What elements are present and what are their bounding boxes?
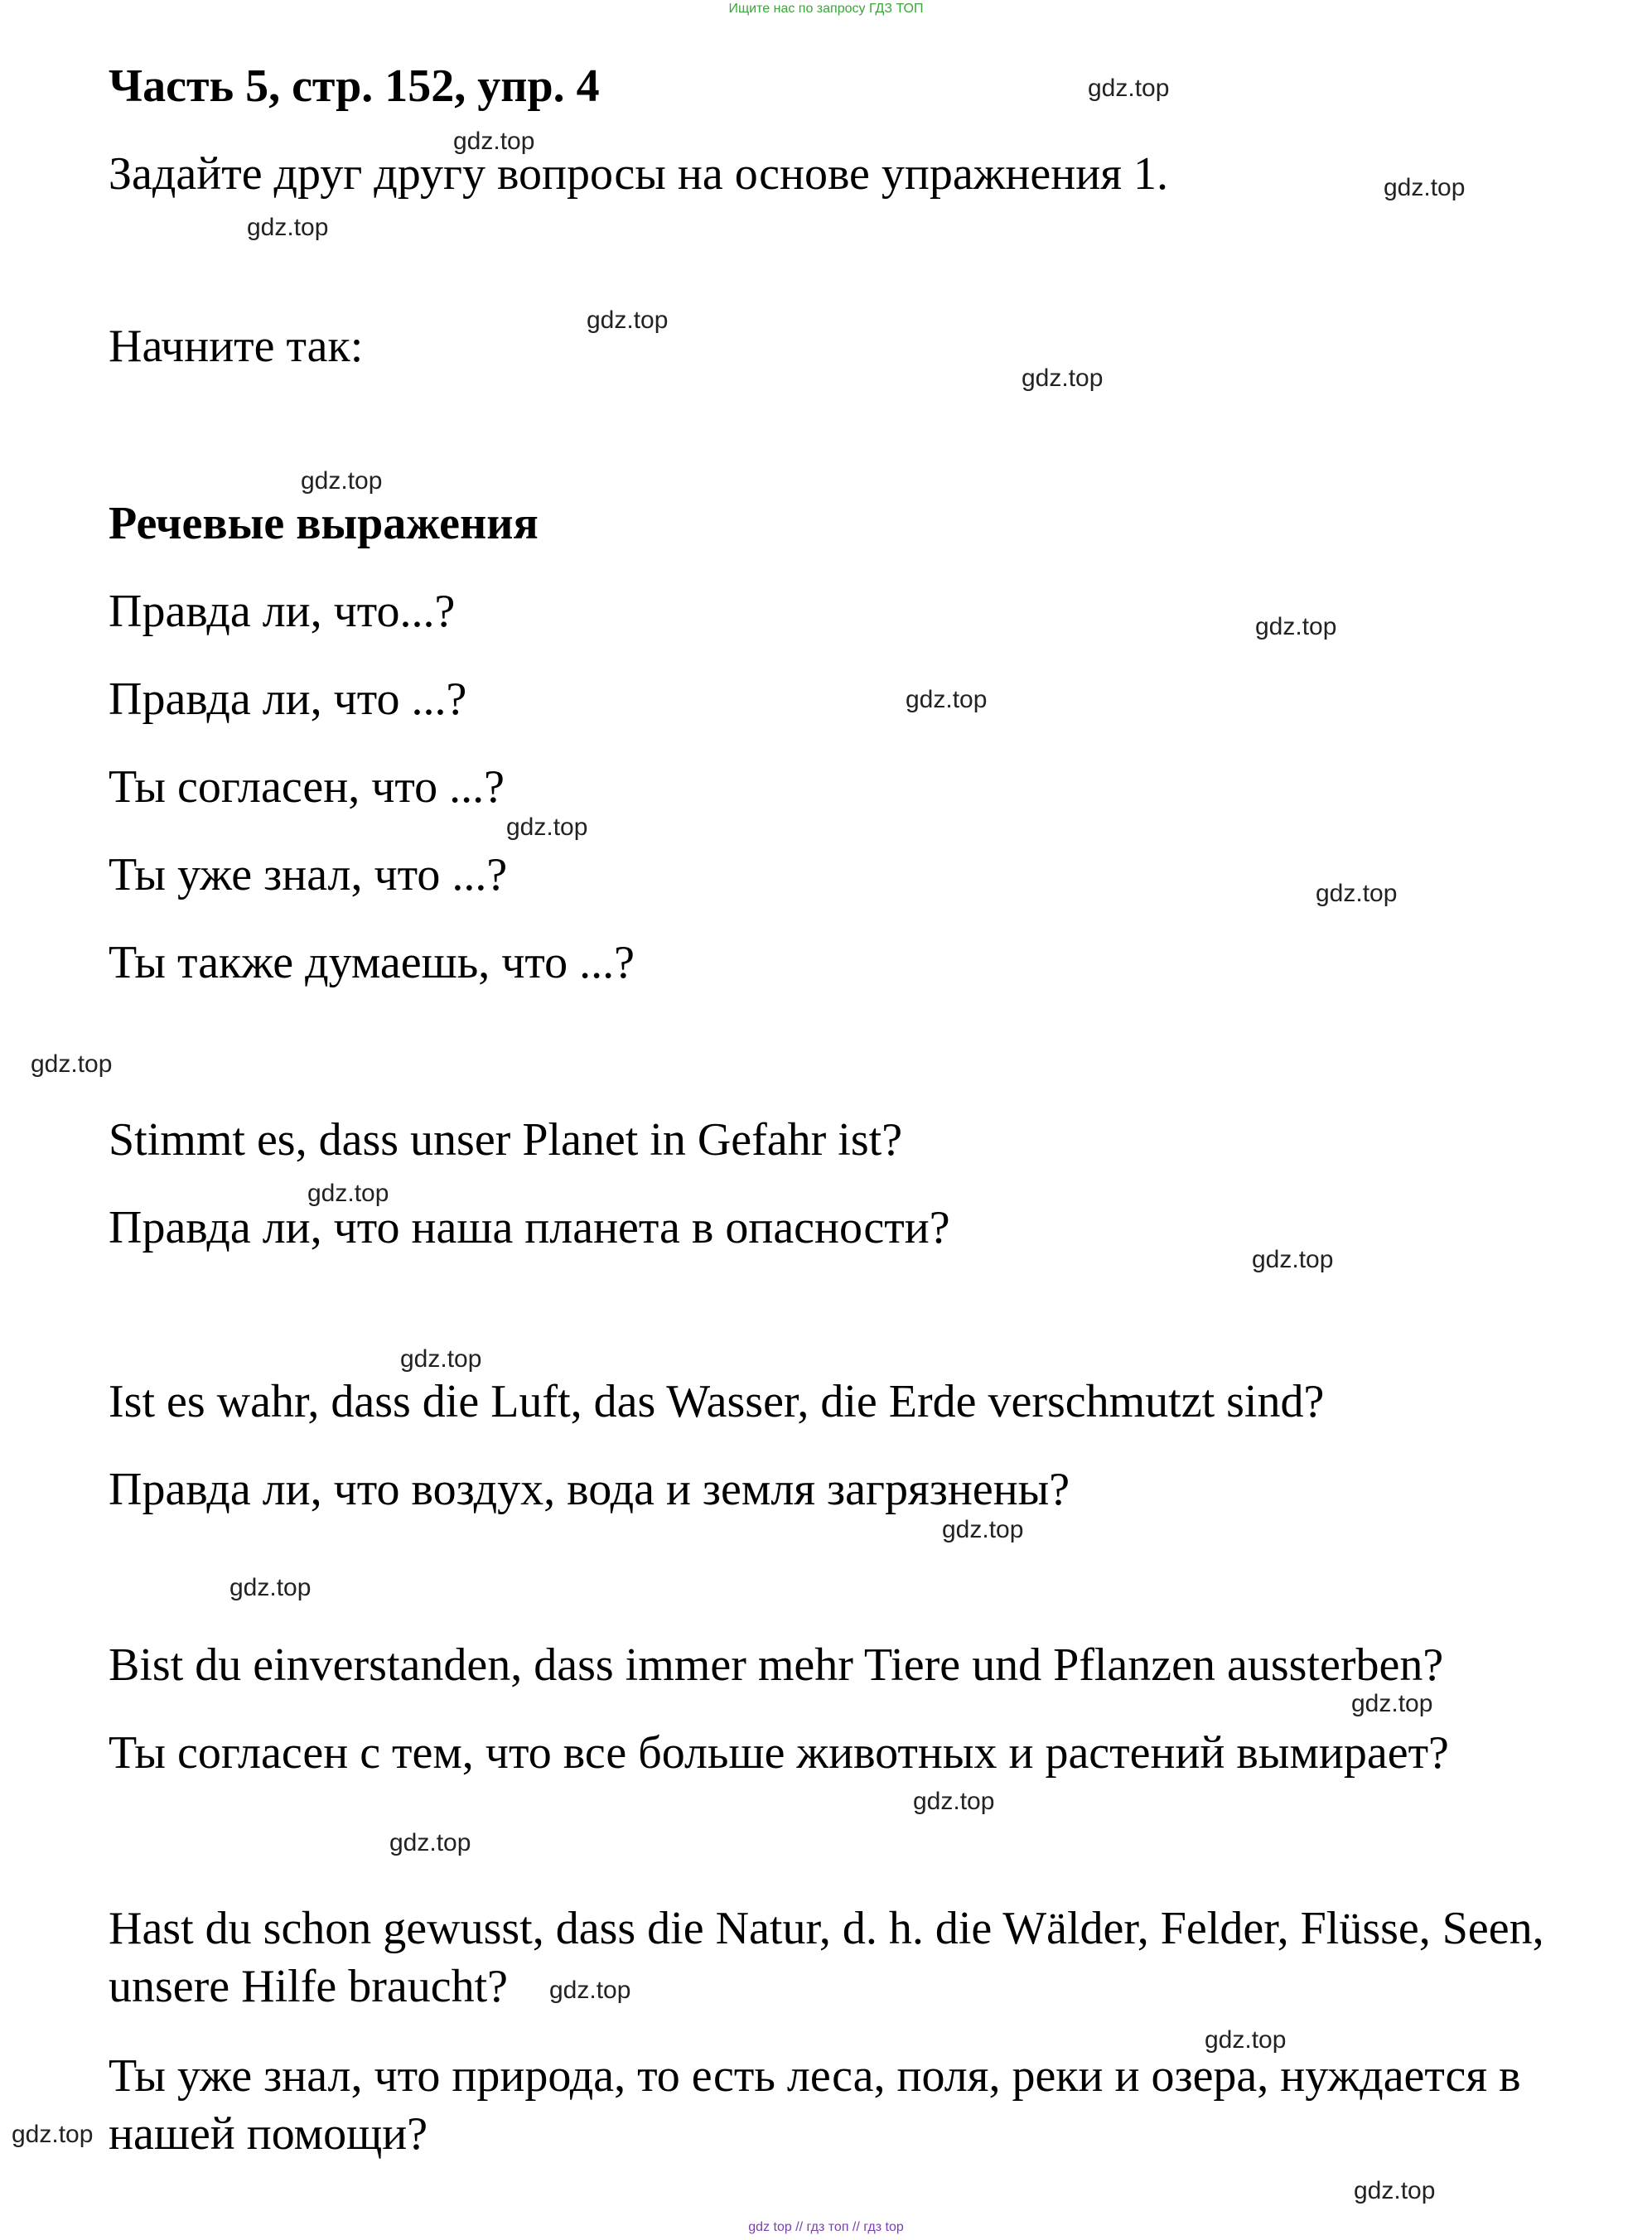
footer-note: gdz top // гдз топ // гдз top (748, 2220, 904, 2234)
watermark: gdz.top (906, 686, 988, 713)
watermark: gdz.top (301, 467, 383, 495)
example-russian: Правда ли, что наша планета в опасности? (109, 1202, 950, 1253)
watermark: gdz.top (1384, 174, 1466, 201)
header-note: Ищите нас по запросу ГДЗ ТОП (728, 2, 924, 16)
watermark: gdz.top (1255, 613, 1337, 640)
watermark: gdz.top (1351, 1690, 1433, 1717)
watermark: gdz.top (1205, 2026, 1287, 2054)
watermark: gdz.top (1354, 2177, 1436, 2204)
watermark: gdz.top (389, 1829, 471, 1856)
watermark: gdz.top (1316, 880, 1398, 907)
watermark: gdz.top (400, 1345, 482, 1373)
example-russian-line: нашей помощи? (109, 2108, 428, 2160)
watermark: gdz.top (307, 1180, 389, 1207)
watermark: gdz.top (12, 2121, 94, 2148)
expression-item: Правда ли, что ...? (109, 673, 467, 725)
watermark: gdz.top (247, 214, 329, 241)
example-german: Stimmt es, dass unser Planet in Gefahr ist? (109, 1114, 903, 1166)
example-russian-line: Ты уже знал, что природа, то есть леса, поля, реки и озера, нуждается в (109, 2050, 1521, 2102)
watermark: gdz.top (942, 1516, 1024, 1543)
expression-item: Правда ли, что...? (109, 586, 456, 637)
expression-item: Ты также думаешь, что ...? (109, 937, 635, 988)
task-text: Задайте друг другу вопросы на основе упражнения 1. (109, 148, 1168, 200)
example-russian: Правда ли, что воздух, вода и земля загрязнены? (109, 1464, 1070, 1515)
watermark: gdz.top (506, 813, 588, 841)
example-german: Ist es wahr, dass die Luft, das Wasser, die Erde verschmutzt sind? (109, 1376, 1325, 1427)
watermark: gdz.top (229, 1574, 312, 1601)
watermark: gdz.top (1022, 364, 1104, 392)
expressions-heading: Речевые выражения (109, 498, 539, 549)
example-german: Bist du einverstanden, dass immer mehr Tiere und Pflanzen aussterben? (109, 1639, 1444, 1691)
expression-item: Ты уже знал, что ...? (109, 849, 508, 900)
watermark: gdz.top (1088, 75, 1170, 102)
example-russian: Ты согласен с тем, что все больше животных и растений вымирает? (109, 1727, 1449, 1779)
watermark: gdz.top (587, 307, 669, 334)
example-german-line: Hast du schon gewusst, dass die Natur, d. h. die Wälder, Felder, Flüsse, Seen, (109, 1903, 1544, 1954)
start-label: Начните так: (109, 321, 364, 372)
page-title: Часть 5, стр. 152, упр. 4 (109, 60, 600, 112)
example-german-line: unsere Hilfe braucht? (109, 1961, 508, 2012)
watermark: gdz.top (913, 1788, 995, 1815)
watermark: gdz.top (453, 128, 535, 155)
watermark: gdz.top (1252, 1246, 1334, 1273)
watermark: gdz.top (31, 1050, 113, 1078)
watermark: gdz.top (549, 1977, 631, 2004)
expression-item: Ты согласен, что ...? (109, 761, 505, 813)
